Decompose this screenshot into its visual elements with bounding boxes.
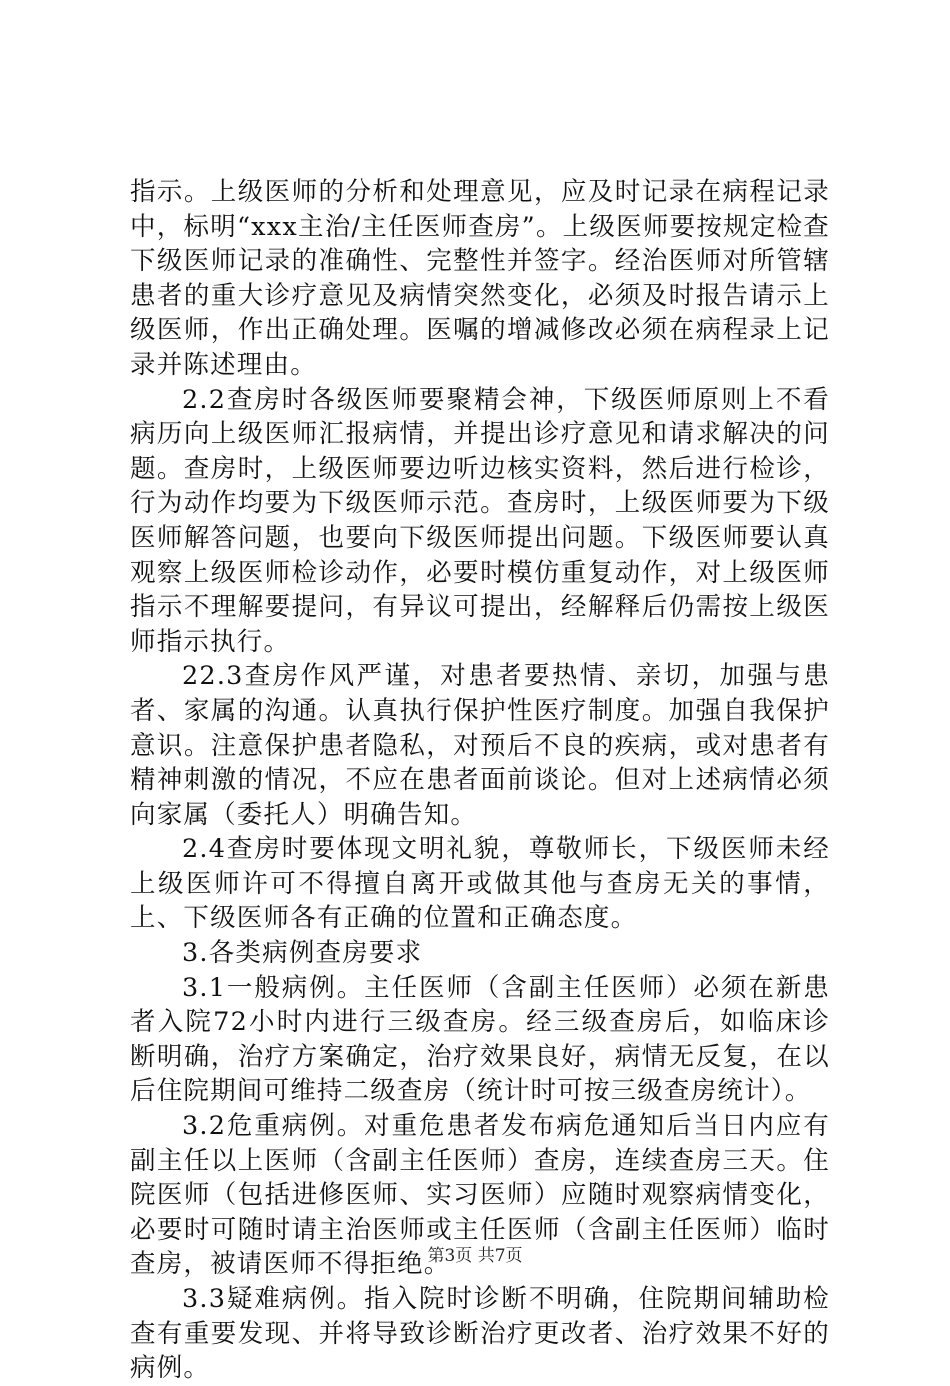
paragraph-3-2: 3.2危重病例。对重危患者发布病危通知后当日内应有副主任以上医师（含副主任医师）查房，连续查房三天。住院医师（包括进修医师、实习医师）应随时观察病情变化，必要时可随时请主治医师或主任医师（含副主任医师）临时查房，被请医师不得拒绝。: [130, 1111, 830, 1280]
paragraph-2-4: 2.4查房时要体现文明礼貌，尊敬师长，下级医师未经上级医师许可不得擅自离开或做其他与查房无关的事情，上、下级医师各有正确的位置和正确态度。: [130, 834, 830, 934]
paragraph-3-3: 3.3疑难病例。指入院时诊断不明确，住院期间辅助检查有重要发现、并将导致诊断治疗更改者、治疗效果不好的病例。: [130, 1284, 830, 1384]
paragraph-2-2: 2.2查房时各级医师要聚精会神，下级医师原则上不看病历向上级医师汇报病情，并提出诊疗意见和请求解决的问题。查房时，上级医师要边听边核实资料，然后进行检诊，行为动作均要为下级医师示范。查房时，上级医师要为下级医师解答问题，也要向下级医师提出问题。下级医师要认真观察上级医师检诊动作，必要时模仿重复动作，对上级医师指示不理解要提问，有异议可提出，经解释后仍需按上级医师指示执行。: [130, 384, 830, 657]
paragraph-2-3: 22.3查房作风严谨，对患者要热情、亲切，加强与患者、家属的沟通。认真执行保护性医疗制度。加强自我保护意识。注意保护患者隐私，对预后不良的疾病，或对患者有精神刺激的情况，不应在患者面前谈论。但对上述病情必须向家属（委托人）明确告知。: [130, 661, 830, 830]
paragraph-continuation: 指示。上级医师的分析和处理意见，应及时记录在病程记录中，标明“xxx主治/主任医师查房”。上级医师要按规定检查下级医师记录的准确性、完整性并签字。经治医师对所管辖患者的重大诊疗意见及病情突然变化，必须及时报告请示上级医师，作出正确处理。医嘱的增减修改必须在病程录上记录并陈述理由。: [130, 177, 830, 380]
paragraph-3-1: 3.1一般病例。主任医师（含副主任医师）必须在新患者入院72小时内进行三级查房。经三级查房后，如临床诊断明确，治疗方案确定，治疗效果良好，病情无反复，在以后住院期间可维持二级查房（统计时可按三级查房统计）。: [130, 972, 830, 1107]
section-heading-3: 3.各类病例查房要求: [182, 938, 423, 969]
page-number-footer: 第3页 共7页: [427, 1246, 523, 1266]
document-body: [130, 175, 830, 1386]
